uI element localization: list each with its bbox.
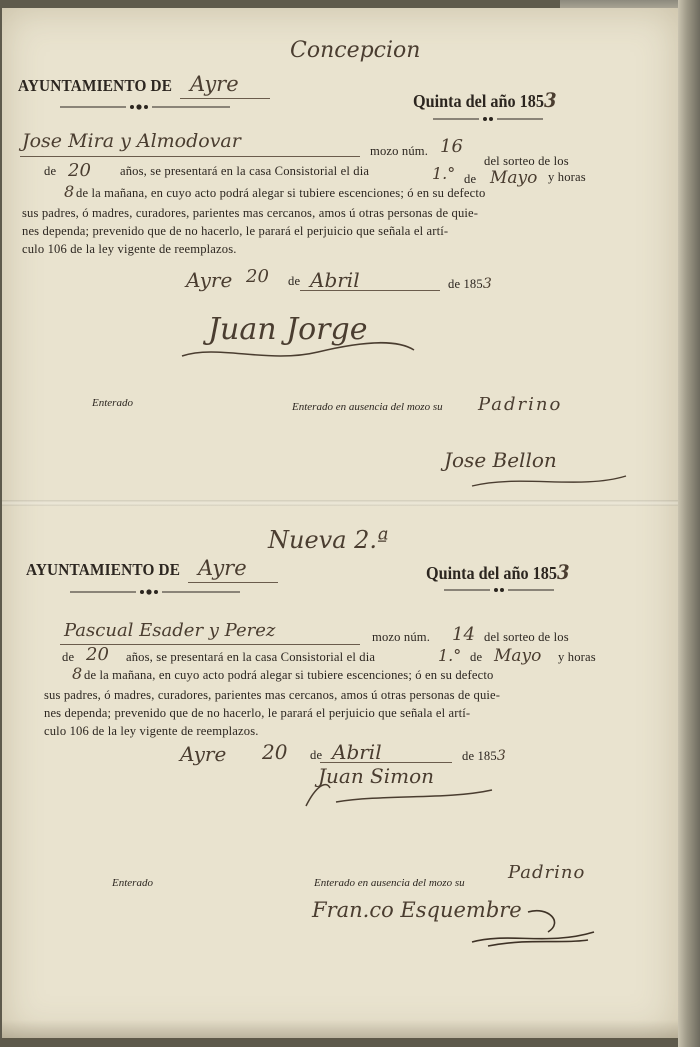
form1-day: 1.° [432,164,456,183]
form1-line3: de la mañana, en cuyo acto podrá alegar si tubiere escenciones; ó en su defecto [76,186,486,200]
form1-signature: Juan Jorge [208,312,368,347]
form2-town-line [188,582,278,583]
form2-line2-b: años, se presentará en la casa Consistorial el dia [126,650,376,664]
form2-enterado-ausencia: Enterado en ausencia del mozo su [314,877,465,889]
form1-line2-c: de [464,172,477,186]
form2-mozo-num: 14 [452,624,475,645]
form2-mozo-name: Pascual Esader y Perez [64,620,276,641]
form2-line2-d: y horas [558,650,596,664]
form1-heading: AYUNTAMIENTO DE [18,76,173,95]
form2-signature2-flourish [468,902,598,950]
form1-line1-tail: del sorteo de los [484,154,569,168]
form1-date-line [300,290,440,291]
form2-hour: 8 [72,664,83,683]
form1-ornament-right [433,116,543,122]
form1-line5: nes dependa; prevenido que de no hacerlo, le parará el perjuicio que señala el artí- [22,224,449,238]
form2-line6: culo 106 de la ley vigente de reemplazos. [44,724,259,738]
form2-date-day: 20 [262,740,288,764]
form1-signature2: Jose Bellon [444,448,557,472]
form1-relative: Padrino [478,394,563,415]
form1-line4: sus padres, ó madres, curadores, parientes mas cercanos, amos ú otras personas de quie- [22,206,479,220]
form1-line6: culo 106 de la ley vigente de reemplazos. [22,242,237,256]
form2-quinta-text: Quinta del año 185 [426,563,557,583]
form2-line1-tail: del sorteo de los [484,630,569,644]
form2-signature-flourish [296,776,496,812]
form2-ornament-left [70,589,240,595]
form2-header-note: Nueva 2.ª [268,526,389,554]
form1-date-month: Abril [310,268,360,292]
form1-quinta-digit: 3 [543,88,557,112]
form2-date-year-prefix: de 185 [462,749,497,763]
form1-month: Mayo [490,168,538,188]
form2-date-line [320,762,452,763]
form1-mozo-num: 16 [440,136,463,157]
page-edge-right [678,0,700,1047]
form1-ornament-left [60,104,230,110]
form2-relative: Padrino [508,862,586,883]
form2-date-year-digit: 3 [496,748,506,764]
form2-line5: nes dependa; prevenido que de no hacerlo, le parará el perjuicio que señala el artí- [44,706,471,720]
form2-signature2: Fran.co Esquembre [312,898,522,922]
form2-age: 20 [86,644,109,665]
form1-mozo-label: mozo núm. [370,144,429,158]
form2-heading: AYUNTAMIENTO DE [26,560,181,579]
form2-quinta-digit: 3 [556,560,570,584]
form1-date-place: Ayre [186,268,233,292]
form2-date-place: Ayre [180,742,227,766]
form1-town-line [180,98,270,99]
form2-line2-a: de [62,650,75,664]
form2-date-month: Abril [332,740,382,764]
page-fold [2,500,678,506]
form2-ornament-right [444,587,554,593]
form1-signature2-flourish [470,468,630,492]
form2-quinta [426,560,570,584]
form2-day: 1.° [438,646,462,665]
form1-date-de: de [288,274,301,288]
form2-town: Ayre [198,556,247,580]
form1-line2-b: años, se presentará en la casa Consistorial el dia [120,164,370,178]
form1-line2-d: y horas [548,170,586,184]
form1-age: 20 [68,160,91,181]
form2-date-de: de [310,748,323,762]
form2-date-year [462,748,506,764]
form2-signature: Juan Simon [318,764,435,788]
form1-hour: 8 [64,182,75,201]
form1-date-year-prefix: de 185 [448,277,483,291]
form1-name-line [20,156,360,157]
form1-mozo-name: Jose Mira y Almodovar [22,130,241,152]
page-bottom-shadow [2,1020,678,1040]
form1-quinta [413,88,557,112]
form1-date-year [448,276,492,292]
form1-quinta-text: Quinta del año 185 [413,91,544,111]
form1-enterado-ausencia: Enterado en ausencia del mozo su [292,401,443,413]
form2-month: Mayo [494,646,542,666]
form1-enterado: Enterado [92,397,133,409]
form2-mozo-label: mozo núm. [372,630,431,644]
top-handwritten-note: Concepcion [290,38,421,63]
form2-line4: sus padres, ó madres, curadores, parientes mas cercanos, amos ú otras personas de quie- [44,688,501,702]
form2-line2-c: de [470,650,483,664]
form2-line3: de la mañana, en cuyo acto podrá alegar si tubiere escenciones; ó en su defecto [84,668,494,682]
form1-date-year-digit: 3 [482,276,492,292]
form1-line2-a: de [44,164,57,178]
form1-town: Ayre [190,72,239,96]
form1-date-day: 20 [246,266,269,287]
form1-signature-flourish [178,330,418,364]
form2-enterado: Enterado [112,877,153,889]
